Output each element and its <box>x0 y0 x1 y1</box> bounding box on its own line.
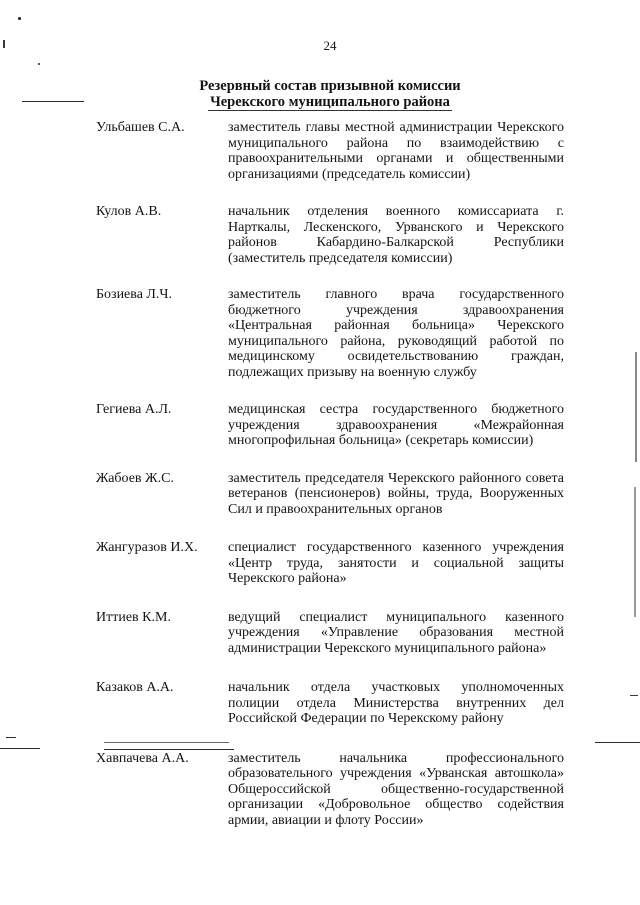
scan-mark <box>635 352 637 462</box>
member-role: заместитель председателя Черекского районного совета ветеранов (пенсионеров) войны, труда, Вооруженных Сил и правоохранительных органов <box>228 470 564 517</box>
member-name: Хавпачева А.А. <box>96 750 189 766</box>
member-name: Жангуразов И.Х. <box>96 540 198 555</box>
member-role: заместитель начальника профессионального образовательного учреждения «Урванская автошкола» Общероссийской общественно-государственной организации «Добровольное общество содействия армии, авиации и флоту России» <box>228 750 564 828</box>
member-name: Кулов А.В. <box>96 204 162 219</box>
member-role: начальник отделения военного комиссариата г. Нарткалы, Лескенского, Урванского и Черекского районов Кабардино-Балкарской Республики (заместитель председателя комиссии) <box>228 204 564 266</box>
member-entry <box>96 680 564 727</box>
member-name: Бозиева Л.Ч. <box>96 287 173 302</box>
member-entry <box>96 287 564 380</box>
member-role: медицинская сестра государственного бюджетного учреждения здравоохранения «Межрайонная многопрофильная больница» (секретарь комиссии) <box>228 402 564 448</box>
scan-mark <box>630 695 638 696</box>
scan-mark <box>18 17 21 20</box>
scan-mark <box>634 487 636 617</box>
title-line-2: Черекского муниципального района <box>210 94 450 110</box>
document-title <box>100 78 560 111</box>
scan-line <box>0 748 40 749</box>
member-entry <box>96 610 564 657</box>
member-name: Ульбашев С.А. <box>96 120 185 135</box>
scan-line <box>6 737 16 738</box>
member-entry <box>96 540 564 587</box>
scan-line <box>22 101 84 102</box>
title-line-1: Резервный состав призывной комиссии <box>199 78 461 94</box>
scan-line <box>595 742 640 743</box>
member-name: Жабоев Ж.С. <box>96 470 174 486</box>
member-role: начальник отдела участковых уполномоченных полиции отдела Министерства внутренних дел Российской Федерации по Черекскому району <box>228 680 564 726</box>
member-name: Иттиев К.М. <box>96 609 171 625</box>
member-role: ведущий специалист муниципального казенного учреждения «Управление образования местной администрации Черекского муниципального района» <box>228 609 564 656</box>
member-role: заместитель главного врача государственного бюджетного учреждения здравоохранения «Центральная районная больница» Черекского муниципального района, руководящий работой по медицинскому освидетельствованию граждан, подлежащих призыву на военную службу <box>228 287 564 380</box>
member-role: заместитель главы местной администрации Черекского муниципального района по взаимодействию с правоохранительными органами и общественными организациями (председатель комиссии) <box>228 120 564 182</box>
scan-mark <box>38 63 40 65</box>
member-name: Казаков А.А. <box>96 680 174 695</box>
member-entry <box>96 471 564 518</box>
member-entry <box>96 751 564 829</box>
page-number: 24 <box>323 38 337 53</box>
members-list <box>96 120 564 828</box>
member-name: Гегиева А.Л. <box>96 402 172 417</box>
member-entry <box>96 402 564 449</box>
member-entry <box>96 120 564 182</box>
member-entry <box>96 204 564 266</box>
member-role: специалист государственного казенного учреждения «Центр труда, занятости и социальной защиты Черекского района» <box>228 540 564 586</box>
